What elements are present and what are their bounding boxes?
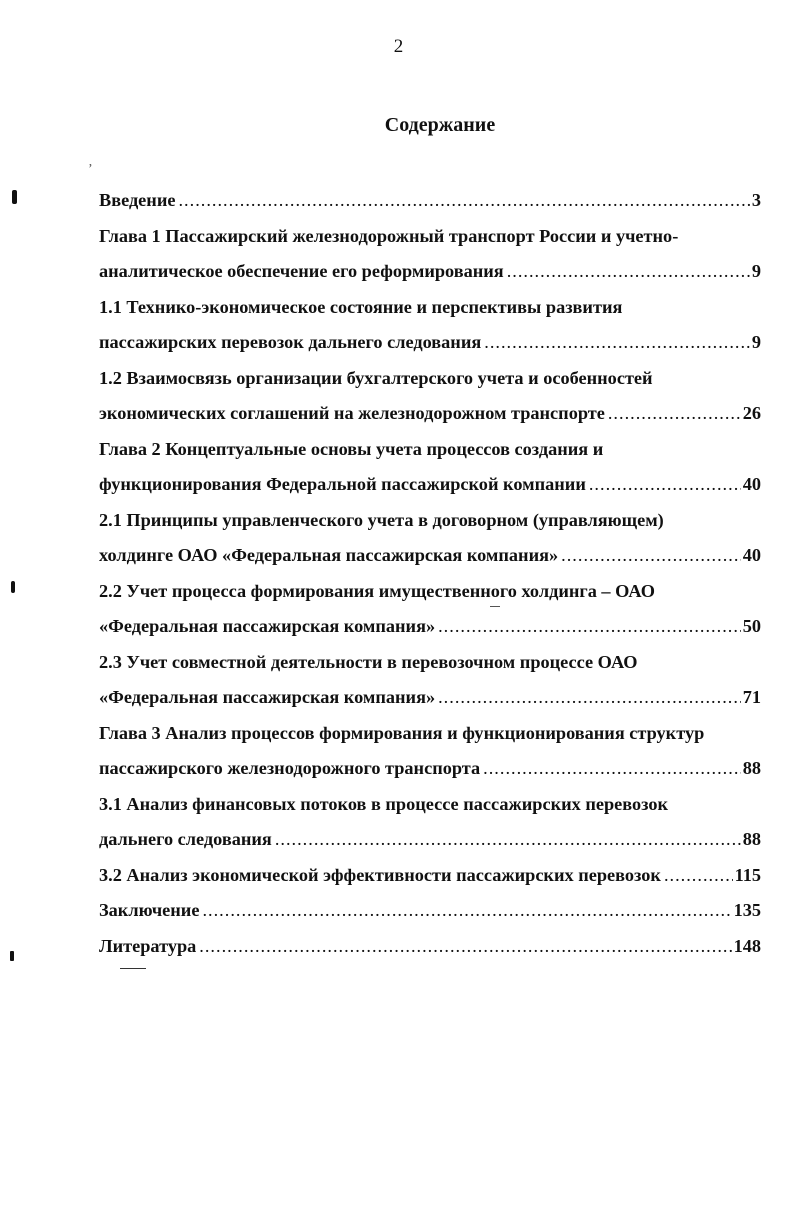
toc-entry-text: 2.2 Учет процесса формирования имущественного холдинга – ОАО <box>99 580 655 601</box>
toc-entry-page: 9 <box>751 261 761 281</box>
toc-entry-text: 3.1 Анализ финансовых потоков в процессе пассажирских перевозок <box>99 793 669 814</box>
page-number: 2 <box>393 36 404 57</box>
toc-entry-text: холдинге ОАО «Федеральная пассажирская компания» <box>99 545 559 565</box>
toc-entry <box>99 716 761 752</box>
dot-leader <box>275 822 741 858</box>
toc-entry-page: 115 <box>734 864 761 885</box>
toc-entry <box>99 751 761 787</box>
toc-entry-text: 3.2 Анализ экономической эффективности пассажирских перевозок <box>99 864 661 885</box>
toc-entry-page: 26 <box>742 403 761 423</box>
toc-entry <box>99 645 761 681</box>
toc-entry <box>99 858 761 894</box>
scan-mark <box>10 951 14 961</box>
toc-entry-text: Глава 1 Пассажирский железнодорожный транспорт России и учетно- <box>99 225 679 246</box>
dot-leader <box>202 893 731 929</box>
dot-leader <box>178 183 749 219</box>
toc-entry-text: 1.2 Взаимосвязь организации бухгалтерского учета и особенностей <box>99 367 653 388</box>
scan-mark <box>12 190 17 204</box>
toc-entry-text: Глава 3 Анализ процессов формирования и функционирования структур <box>99 722 705 743</box>
toc-entry <box>99 929 761 965</box>
toc-entry-text: Заключение <box>99 900 200 920</box>
scan-mark <box>11 581 15 593</box>
page-title: Содержание <box>384 114 496 136</box>
scan-line <box>120 968 146 969</box>
dot-leader <box>589 467 741 503</box>
toc-entry-page: 40 <box>742 545 761 565</box>
dot-leader <box>199 929 731 965</box>
toc-entry <box>99 467 761 503</box>
toc-entry <box>99 325 761 361</box>
dot-leader <box>507 254 750 290</box>
toc-entry <box>99 822 761 858</box>
dot-leader <box>664 858 733 894</box>
toc-entry-page: 40 <box>742 474 761 494</box>
toc-entry <box>99 396 761 432</box>
toc-entry-text: аналитическое обеспечение его реформирования <box>99 261 504 281</box>
toc-entry-text: «Федеральная пассажирская компания» <box>99 616 436 636</box>
toc-entry-text: 2.3 Учет совместной деятельности в перевозочном процессе ОАО <box>99 651 638 672</box>
toc-entry-page: 9 <box>751 332 761 352</box>
toc-entry <box>99 361 761 397</box>
table-of-contents <box>99 183 761 964</box>
dot-leader <box>561 538 741 574</box>
toc-entry-text: 2.1 Принципы управленческого учета в договорном (управляющем) <box>99 509 664 530</box>
toc-entry-page: 135 <box>733 900 761 920</box>
toc-entry <box>99 680 761 716</box>
toc-entry-page: 88 <box>742 758 761 778</box>
toc-entry-text: Глава 2 Концептуальные основы учета процессов создания и <box>99 438 604 459</box>
toc-entry <box>99 290 761 326</box>
toc-entry <box>99 254 761 290</box>
toc-entry <box>99 183 761 219</box>
dot-leader <box>608 396 741 432</box>
toc-entry <box>99 787 761 823</box>
toc-entry-text: пассажирского железнодорожного транспорта <box>99 758 481 778</box>
dot-leader <box>438 680 741 716</box>
dot-leader <box>484 325 750 361</box>
toc-entry-text: «Федеральная пассажирская компания» <box>99 687 436 707</box>
toc-entry <box>99 574 761 610</box>
toc-entry <box>99 893 761 929</box>
toc-entry <box>99 538 761 574</box>
toc-entry-text: дальнего следования <box>99 829 272 849</box>
dot-leader <box>483 751 741 787</box>
toc-entry <box>99 432 761 468</box>
toc-entry-text: Литература <box>99 935 197 956</box>
toc-entry-text: экономических соглашений на железнодорожном транспорте <box>99 403 605 423</box>
toc-entry-page: 88 <box>742 829 761 849</box>
dot-leader <box>438 609 741 645</box>
toc-entry-text: пассажирских перевозок дальнего следования <box>99 332 482 352</box>
toc-entry-page: 3 <box>751 190 761 210</box>
toc-entry <box>99 609 761 645</box>
toc-entry-text: 1.1 Технико-экономическое состояние и перспективы развития <box>99 296 623 317</box>
toc-entry-page: 71 <box>742 687 761 707</box>
toc-entry <box>99 219 761 255</box>
scan-line <box>490 606 500 607</box>
scan-mark: ʼ <box>88 162 93 177</box>
toc-entry-text: Введение <box>99 190 176 210</box>
toc-entry-text: функционирования Федеральной пассажирской компании <box>99 474 586 494</box>
toc-entry-page: 50 <box>742 616 761 636</box>
toc-entry <box>99 503 761 539</box>
toc-entry-page: 148 <box>733 935 761 956</box>
